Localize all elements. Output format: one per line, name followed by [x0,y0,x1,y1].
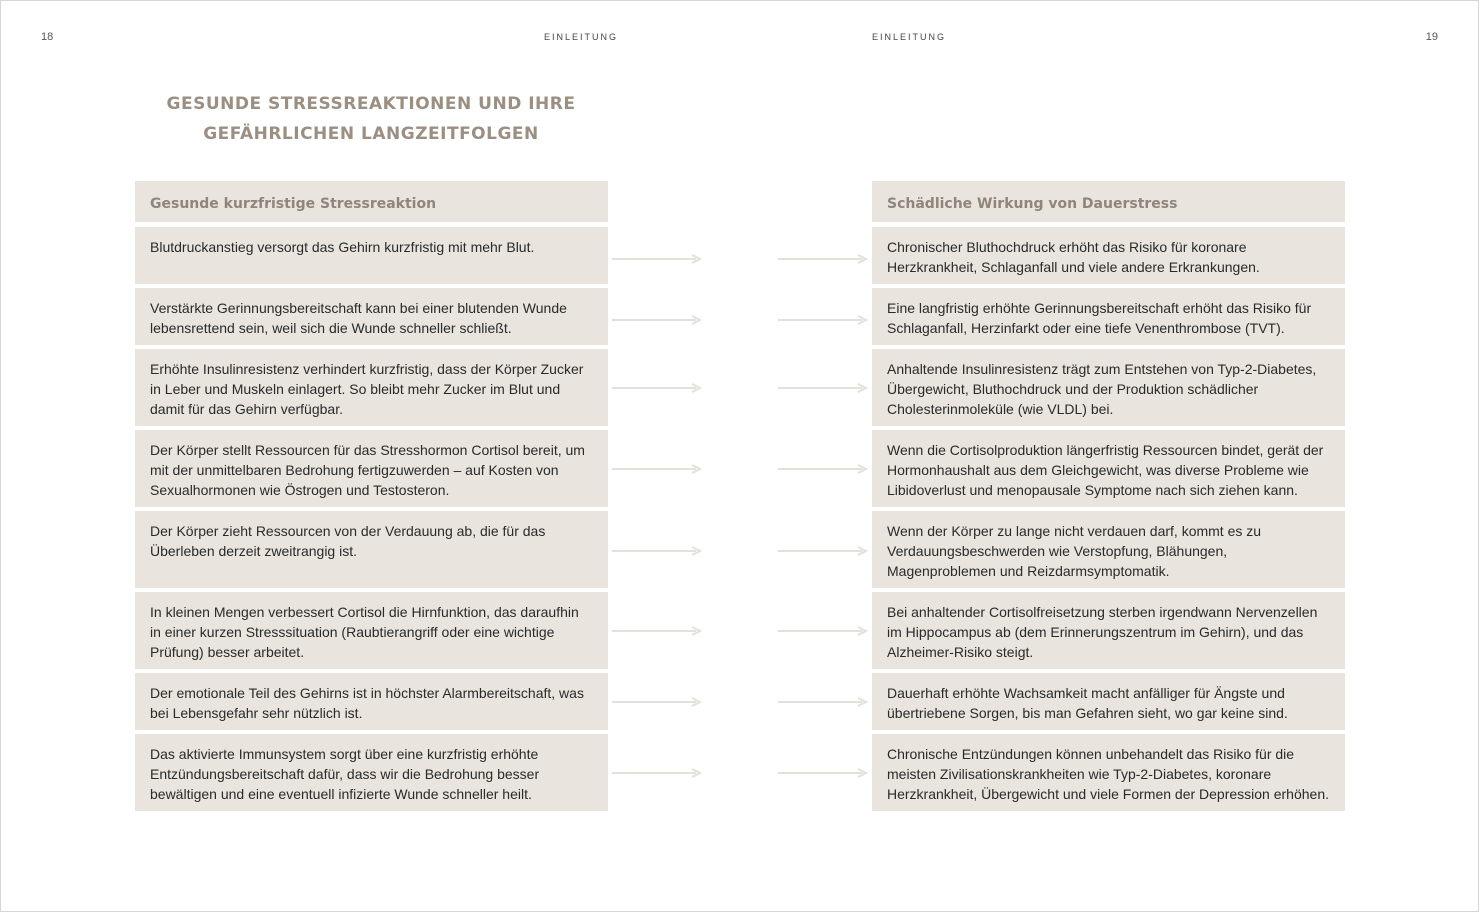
left-column-heading: Gesunde kurzfristige Stressreaktion [135,181,608,222]
page-number-left: 18 [41,31,54,43]
arrow-icon [778,767,869,779]
right-row-1: Chronischer Bluthochdruck erhöht das Risiko für koronare Herzkrankheit, Schlaganfall und viele andere Erkrankungen. [872,227,1345,284]
arrow-icon [612,382,703,394]
right-column-heading: Schädliche Wirkung von Dauerstress [872,181,1345,222]
right-row-5: Wenn der Körper zu lange nicht verdauen darf, kommt es zu Verdauungsbeschwerden wie Verstopfung, Blähungen, Magenproblemen und Reizdarmsymptomatik. [872,511,1345,588]
right-row-7: Dauerhaft erhöhte Wachsamkeit macht anfälliger für Ängste und übertriebene Sorgen, bis man Gefahren sieht, wo gar keine sind. [872,673,1345,730]
arrow-icon [612,463,703,475]
arrow-icon [612,545,703,557]
section-title-line-1: GESUNDE STRESSREAKTIONEN UND IHRE [166,94,576,114]
left-row-3: Erhöhte Insulinresistenz verhindert kurzfristig, dass der Körper Zucker in Leber und Muskeln einlagert. So bleibt mehr Zucker im Blut und damit für das Gehirn verfügbar. [135,349,608,426]
right-row-6: Bei anhaltender Cortisolfreisetzung sterben irgendwann Nervenzellen im Hippocampus ab (dem Erinnerungszentrum im Gehirn), und das Alzheimer-Risiko steigt. [872,592,1345,669]
right-row-4: Wenn die Cortisolproduktion längerfristig Ressourcen bindet, gerät der Hormonhaushalt aus dem Gleichgewicht, was diverse Probleme wie Libidoverlust und menopausale Symptome nach sich ziehen kann. [872,430,1345,507]
left-row-1: Blutdruckanstieg versorgt das Gehirn kurzfristig mit mehr Blut. [135,227,608,284]
left-row-6: In kleinen Mengen verbessert Cortisol die Hirnfunktion, das daraufhin in einer kurzen Stresssituation (Raubtierangriff oder eine wichtige Prüfung) besser arbeitet. [135,592,608,669]
arrow-icon [778,696,869,708]
section-title-line-2: GEFÄHRLICHEN LANGZEITFOLGEN [203,124,539,144]
left-row-5: Der Körper zieht Ressourcen von der Verdauung ab, die für das Überleben derzeit zweitrangig ist. [135,511,608,588]
arrow-icon [612,253,703,265]
right-row-8: Chronische Entzündungen können unbehandelt das Risiko für die meisten Zivilisationskrankheiten wie Typ-2-Diabetes, koronare Herzkrankheit, Übergewicht und viele Formen der Depression erhöhen. [872,734,1345,811]
arrow-icon [778,545,869,557]
arrow-icon [778,625,869,637]
right-row-2: Eine langfristig erhöhte Gerinnungsbereitschaft erhöht das Risiko für Schlaganfall, Herzinfarkt oder eine tiefe Venenthrombose (TVT). [872,288,1345,345]
arrow-icon [778,382,869,394]
right-row-3: Anhaltende Insulinresistenz trägt zum Entstehen von Typ-2-Diabetes, Übergewicht, Bluthochdruck und der Produktion schädlicher Cholesterinmoleküle (wie VLDL) bei. [872,349,1345,426]
arrow-icon [612,314,703,326]
arrow-icon [778,253,869,265]
running-head-right: EINLEITUNG [872,32,947,42]
arrow-icon [778,463,869,475]
left-row-2: Verstärkte Gerinnungsbereitschaft kann bei einer blutenden Wunde lebensrettend sein, weil sich die Wunde schneller schließt. [135,288,608,345]
section-title [136,89,606,149]
running-head-left: EINLEITUNG [544,32,619,42]
arrow-icon [612,696,703,708]
arrow-icon [612,625,703,637]
left-row-4: Der Körper stellt Ressourcen für das Stresshormon Cortisol bereit, um mit der unmittelbaren Bedrohung fertigzuwerden – auf Kosten von Sexualhormonen wie Östrogen und Testosteron. [135,430,608,507]
page-number-right: 19 [1425,31,1438,43]
arrow-icon [612,767,703,779]
left-row-7: Der emotionale Teil des Gehirns ist in höchster Alarmbereitschaft, was bei Lebensgefahr sehr nützlich ist. [135,673,608,730]
arrow-icon [778,314,869,326]
left-row-8: Das aktivierte Immunsystem sorgt über eine kurzfristig erhöhte Entzündungsbereitschaft dafür, dass wir die Bedrohung besser bewältigen und eine eventuell infizierte Wunde schneller heilt. [135,734,608,811]
